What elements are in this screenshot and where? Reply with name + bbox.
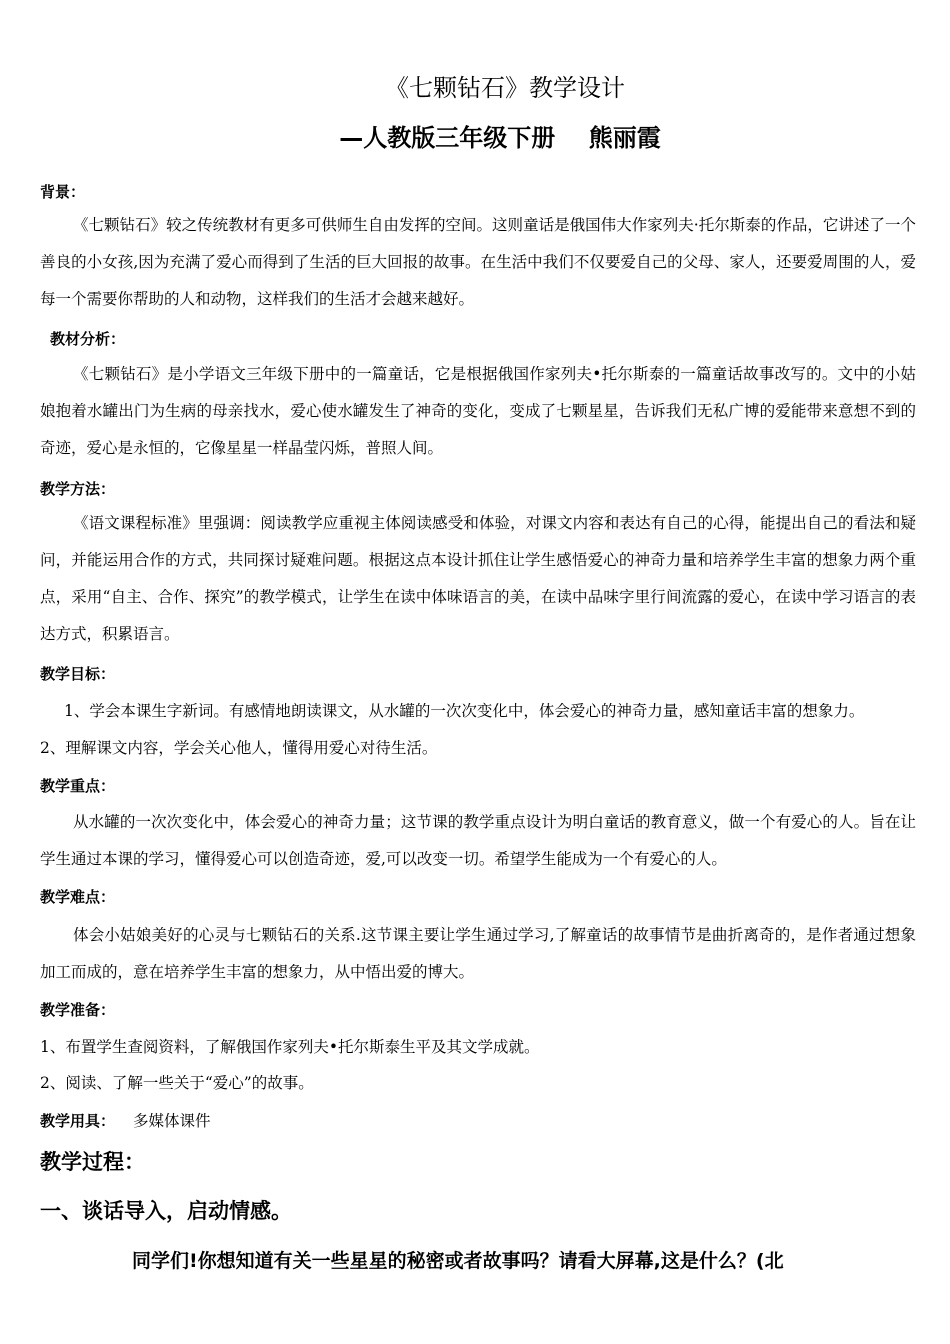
- analysis-heading: 教材分析：: [50, 330, 126, 348]
- key-points-heading: 教学重点：: [40, 777, 116, 795]
- document-subtitle: —人教版三年级下册 熊丽霞: [339, 124, 661, 152]
- background-heading: 背景：: [40, 183, 86, 201]
- method-paragraph: 《语文课程标准》里强调：阅读教学应重视主体阅读感受和体验，对课文内容和表达有自己的心得，能提出自己的看法和疑问，并能运用合作的方式，共同探讨疑难问题。根据这点本设计抓住让学生感悟爱心的神奇力量和培养学生丰富的想象力两个重点，采用“自主、合作、探究”的教学模式，让学生在读中体味语言的美，在读中品味字里行间流露的爱心，在读中学习语言的表达方式，积累语言。: [40, 514, 916, 643]
- tools-line: [40, 1110, 211, 1132]
- document-title: 《七颗钻石》教学设计: [385, 74, 625, 102]
- section-1-heading: 一、谈话导入，启动情感。: [40, 1199, 292, 1223]
- goals-heading: 教学目标：: [40, 665, 116, 683]
- goal-item-1: 1、学会本课生字新词。有感情地朗读课文，从水罐的一次次变化中，体会爱心的神奇力量，感知童话丰富的想象力。: [64, 702, 865, 720]
- method-heading: 教学方法：: [40, 480, 116, 498]
- section-1-text: 同学们!你想知道有关一些星星的秘密或者故事吗？请看大屏幕,这是什么？(北: [132, 1250, 784, 1272]
- preparation-item-1: 1、布置学生查阅资料，了解俄国作家列夫•托尔斯泰生平及其文学成就。: [40, 1038, 540, 1056]
- tools-heading: 教学用具：: [40, 1112, 116, 1130]
- goal-item-2: 2、理解课文内容，学会关心他人，懂得用爱心对待生活。: [40, 739, 438, 757]
- process-heading: 教学过程：: [40, 1150, 145, 1174]
- key-points-paragraph: 从水罐的一次次变化中，体会爱心的神奇力量；这节课的教学重点设计为明白童话的教育意义，做一个有爱心的人。旨在让学生通过本课的学习，懂得爱心可以创造奇迹，爱,可以改变一切。希望学生能成为一个有爱心的人。: [40, 813, 916, 868]
- difficulty-heading: 教学难点：: [40, 888, 116, 906]
- analysis-paragraph: 《七颗钻石》是小学语文三年级下册中的一篇童话，它是根据俄国作家列夫•托尔斯泰的一篇童话故事改写的。文中的小姑娘抱着水罐出门为生病的母亲找水，爱心使水罐发生了神奇的变化，变成了七颗星星，告诉我们无私广博的爱能带来意想不到的奇迹，爱心是永恒的，它像星星一样晶莹闪烁，普照人间。: [40, 365, 916, 457]
- tools-value: 多媒体课件: [133, 1112, 211, 1130]
- difficulty-paragraph: 体会小姑娘美好的心灵与七颗钻石的关系.这节课主要让学生通过学习,了解童话的故事情节是曲折离奇的，是作者通过想象加工而成的，意在培养学生丰富的想象力，从中悟出爱的博大。: [40, 926, 916, 981]
- preparation-item-2: 2、阅读、了解一些关于“爱心”的故事。: [40, 1074, 314, 1092]
- preparation-heading: 教学准备：: [40, 1001, 116, 1019]
- background-paragraph: 《七颗钻石》较之传统教材有更多可供师生自由发挥的空间。这则童话是俄国伟大作家列夫·托尔斯泰的作品，它讲述了一个善良的小女孩,因为充满了爱心而得到了生活的巨大回报的故事。在生活中我们不仅要爱自己的父母、家人，还要爱周围的人，爱每一个需要你帮助的人和动物，这样我们的生活才会越来越好。: [40, 216, 916, 308]
